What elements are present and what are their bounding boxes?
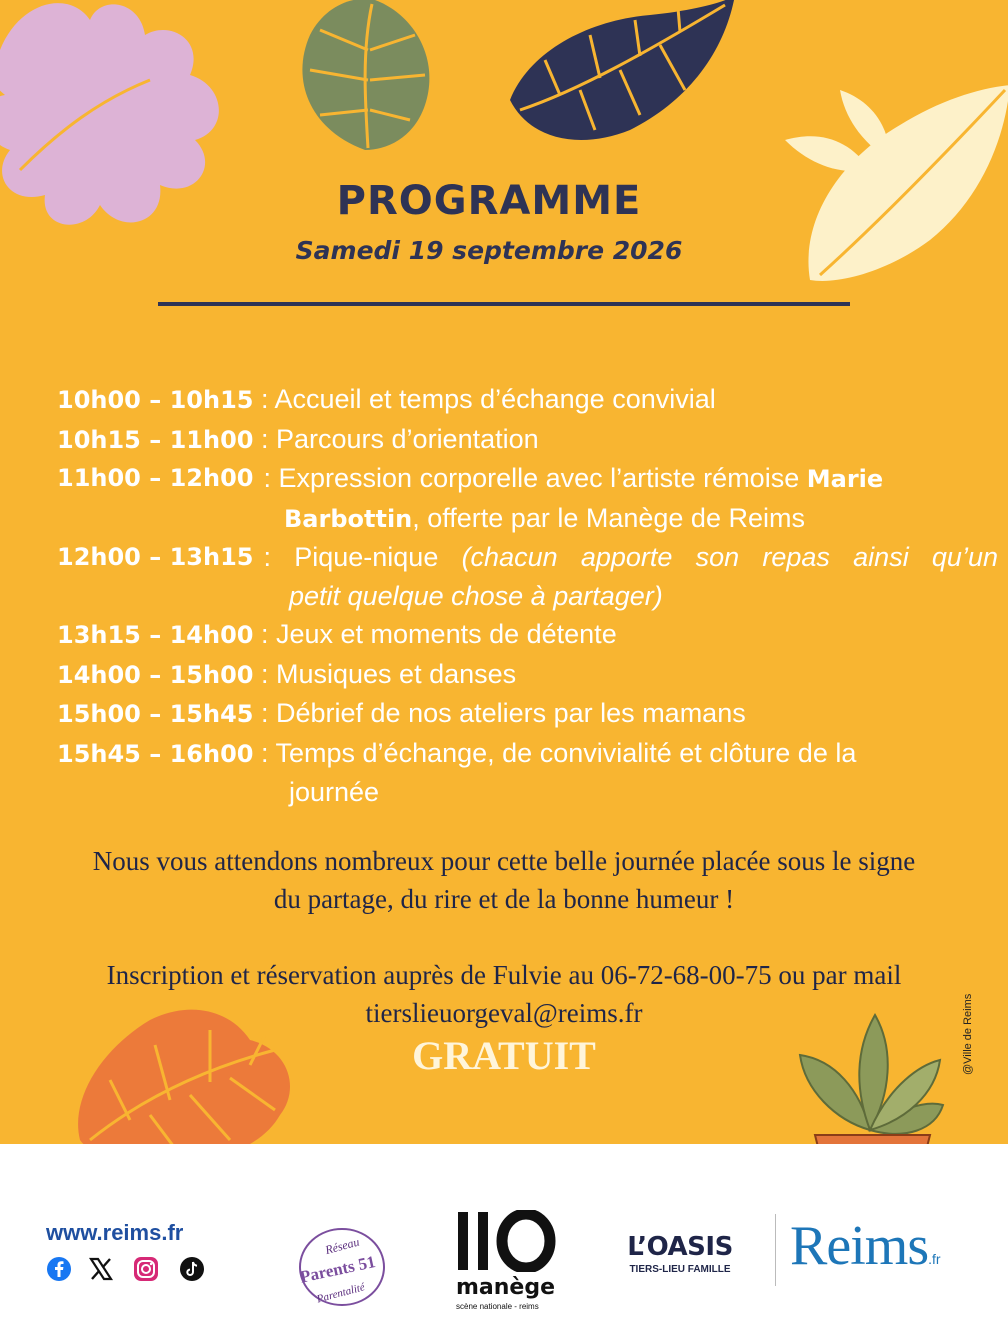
schedule-list bbox=[57, 380, 998, 812]
manege-mark-icon bbox=[456, 1210, 556, 1272]
reseau-parents-logo bbox=[296, 1226, 388, 1308]
artist-surname: Barbottin bbox=[284, 504, 413, 533]
oasis-logo: L’OASIS TIERS-LIEU FAMILLE bbox=[627, 1232, 733, 1275]
schedule-row: 13h15 – 14h00 : Jeux et moments de détente bbox=[57, 619, 617, 649]
reims-logo: Reims.fr bbox=[790, 1215, 941, 1277]
schedule-time: 14h00 – 15h00 bbox=[57, 660, 254, 689]
reseau-logo-middle: Parents 51 bbox=[298, 1252, 378, 1287]
schedule-activity: : Expression corporelle avec l’artiste rémoise Marie bbox=[263, 463, 884, 493]
schedule-activity: Musiques et danses bbox=[276, 658, 517, 689]
schedule-time: 15h00 – 15h45 bbox=[57, 700, 254, 728]
schedule-time: 15h45 – 16h00 bbox=[57, 739, 254, 768]
schedule-activity: Parcours d’orientation bbox=[276, 423, 539, 454]
schedule-activity: Temps d’échange, de convivialité et clôture de la bbox=[275, 737, 857, 768]
schedule-row: 14h00 – 15h00 : Musiques et danses bbox=[57, 658, 517, 689]
navy-leaf-decoration bbox=[500, 0, 740, 160]
contact-email[interactable]: tierslieuorgeval@reims.fr bbox=[365, 998, 643, 1028]
event-date: Samedi 19 septembre 2026 bbox=[295, 236, 683, 265]
schedule-activity: Accueil et temps d’échange convivial bbox=[274, 384, 716, 414]
schedule-activity: Débrief de nos ateliers par les mamans bbox=[276, 698, 746, 728]
schedule-row: 10h15 – 11h00 : Parcours d’orientation bbox=[57, 423, 539, 454]
reseau-logo-bottom: Parentalité bbox=[315, 1281, 367, 1306]
schedule-row: 10h00 – 10h15 : Accueil et temps d’échange convivial bbox=[57, 384, 716, 414]
tiktok-icon[interactable] bbox=[179, 1256, 205, 1282]
divider bbox=[158, 302, 850, 306]
green-leaf-decoration bbox=[290, 0, 440, 160]
schedule-time: 12h00 – 13h15 bbox=[57, 543, 254, 571]
registration-info: Inscription et réservation auprès de Fulvie au 06-72-68-00-75 ou par mail tierslieuorgeval@reims.fr bbox=[10, 956, 998, 1032]
schedule-time: 10h00 – 10h15 bbox=[57, 386, 254, 414]
schedule-row: 15h45 – 16h00 : Temps d’échange, de convivialité et clôture de la journée bbox=[57, 737, 857, 807]
website-link[interactable]: www.reims.fr bbox=[46, 1220, 184, 1245]
manege-logo: manège scène nationale - reims bbox=[456, 1210, 566, 1311]
logo-divider bbox=[775, 1214, 776, 1286]
instagram-icon[interactable] bbox=[133, 1256, 159, 1282]
photo-credit: @Ville de Reims bbox=[962, 993, 974, 1075]
schedule-time: 11h00 – 12h00 bbox=[57, 464, 254, 492]
artist-name: Marie bbox=[806, 465, 884, 493]
x-icon[interactable] bbox=[88, 1256, 114, 1282]
schedule-time: 13h15 – 14h00 bbox=[57, 621, 254, 649]
page-title: PROGRAMME bbox=[336, 178, 642, 224]
price-label: GRATUIT bbox=[412, 1033, 596, 1078]
welcome-message: Nous vous attendons nombreux pour cette belle journée placée sous le signe du partage, du rire et de la bonne humeur ! bbox=[92, 846, 916, 914]
facebook-icon[interactable] bbox=[46, 1256, 72, 1282]
schedule-activity: Jeux et moments de détente bbox=[276, 619, 617, 649]
schedule-row: 12h00 – 13h15 : Pique-nique (chacun apporte son repas ainsi qu’un petit quelque chose à partager) bbox=[57, 538, 998, 615]
schedule-time: 10h15 – 11h00 bbox=[57, 425, 254, 454]
schedule-row: 15h00 – 15h45 : Débrief de nos ateliers par les mamans bbox=[57, 698, 746, 728]
reseau-logo-top: Réseau bbox=[323, 1234, 361, 1258]
footer bbox=[0, 1144, 1008, 1344]
schedule-row: 11h00 – 12h00 : Expression corporelle avec l’artiste rémoise Marie Barbottin, offerte par le Manège de Reims bbox=[57, 459, 998, 538]
